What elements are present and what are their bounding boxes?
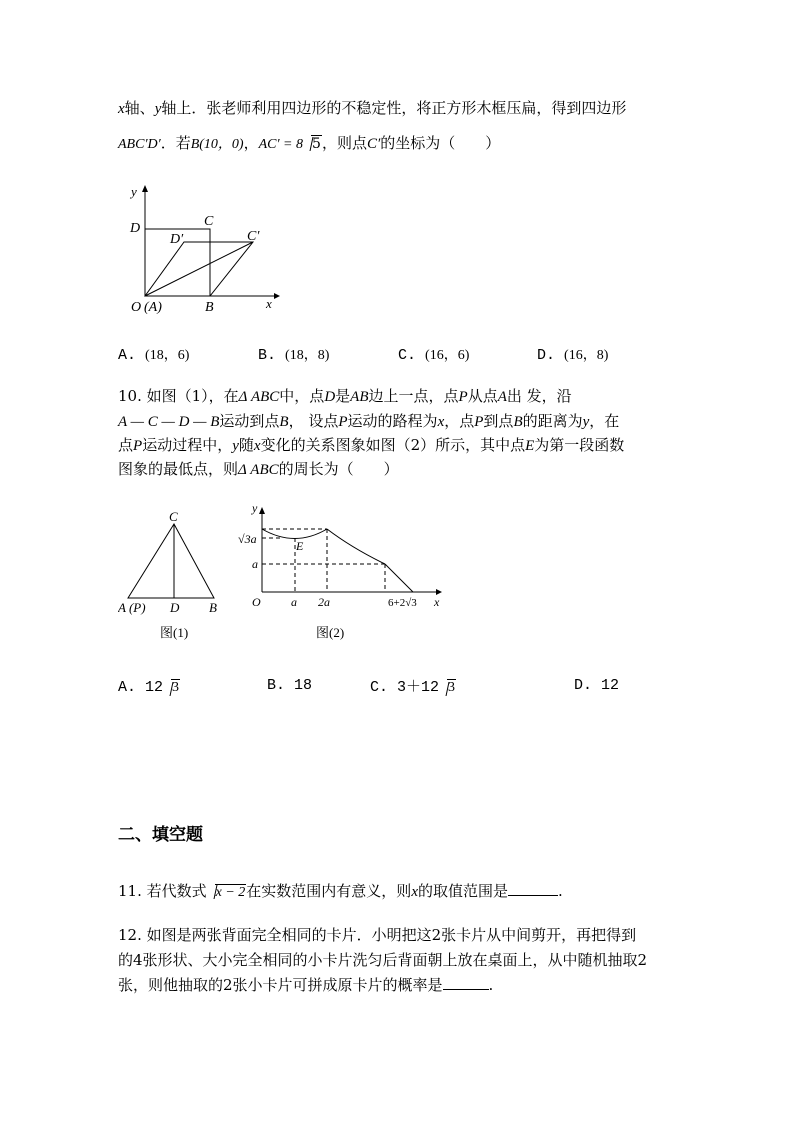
q10-figure-1 [118,505,228,615]
fig2-label-x: x [434,595,440,609]
q10-text: ，点 [444,412,475,430]
q10-text: 的距离为 [522,412,583,430]
q10-point-p: P [133,438,143,454]
q9-label-o: O [131,300,142,315]
q9-option-b[interactable] [258,346,329,366]
q9-label-c: C [204,214,214,229]
q10-triangle: Δ ABC [238,389,280,405]
q9-text: ．若 [160,134,191,152]
option-value: 12 [601,677,620,694]
q10-point-d: D [324,389,336,405]
option-value: (18，6) [145,348,190,363]
q10-ab: AB [350,389,369,405]
q9-sqrt-radicand: 5 [312,136,321,152]
q10-text: ，在 [589,412,620,430]
fig2-curve-2 [327,529,385,564]
q10-point-e: E [525,438,535,454]
q10-text: 10. 如图（1），在 [118,387,239,405]
fig2-curve-1 [262,529,327,539]
option-radicand: 3 [448,680,456,695]
option-letter: B. [258,347,277,364]
option-sqrt [163,678,180,698]
fig2-guides [262,529,385,592]
q9-line-2 [118,133,500,155]
q9-option-a[interactable] [118,346,189,366]
fig2-label-o: O [252,595,261,609]
q12-line-1: 12. 如图是两张背面完全相同的卡片．小明把这2张卡片从中间剪开，再把得到 [118,926,637,944]
q10-text: 运动过程中， [142,436,233,454]
option-value: (18，8) [285,348,330,363]
q10-line-4 [118,459,399,480]
fig1-label-d: D [170,600,180,615]
q9-label-x: x [266,296,272,311]
q10-text: 边上一点，点 [368,387,459,405]
q12-line-3 [118,974,493,995]
q11-var-x: x [411,884,418,900]
q9-x: x [118,101,125,117]
q9-cprime: C′ [366,136,381,152]
q10-text: 的周长为（ ） [278,460,399,478]
q10-text: 中，点 [279,387,325,405]
q9-text: 轴上．张老师利用四边形的不稳定性，将正方形木框压扁，得到四边形 [161,99,627,117]
triangle-abc [128,524,214,598]
q9-sqrt [303,133,322,154]
option-letter: A. [118,679,137,696]
fig1-caption: 图(1) [160,625,189,640]
q9-label-b: B [205,300,214,315]
q11-text: . [558,882,563,900]
option-letter: D. [537,347,556,364]
q10-var-y: y [232,438,239,454]
q10-point-p: P [458,389,468,405]
option-radicand: 3 [172,680,180,695]
option-sqrt [439,678,456,698]
fig2-label-2a: 2a [318,595,330,609]
q9-label-d: D [130,221,141,236]
q10-text: 为第一段函数 [534,436,625,454]
q12-answer-blank[interactable] [443,974,489,990]
q10-text: 运动到点 [219,412,280,430]
q9-label-y: y [131,184,137,199]
q10-text: 是 [335,387,351,405]
q9-point-b: B(10，0) [190,137,244,152]
q10-var-x: x [437,414,445,430]
q10-text: 变化的关系图象如图（2）所示，其中点 [260,436,526,454]
q9-line-1 [118,98,626,119]
q9-x-arrow [274,293,280,299]
q10-text: 点 [118,436,134,454]
q9-label-a: (A) [144,300,162,315]
fig1-label-ap: A (P) [118,600,146,615]
option-value: 18 [294,677,313,694]
q9-ac: AC′ = 8 [258,137,304,152]
q9-diagonal [145,242,253,296]
q11-line [118,880,563,903]
q10-point-b: B [279,414,289,430]
option-letter: B. [267,677,286,694]
q9-label-dprime: D′ [170,232,184,247]
fig2-label-a-x: a [291,595,297,609]
q11-answer-blank[interactable] [508,880,558,896]
q10-text: 运动的路程为 [347,412,438,430]
q9-option-c[interactable] [398,346,469,366]
q10-text: 出 发，沿 [506,387,572,405]
q9-text: ，则点 [321,134,367,152]
option-value: (16，8) [564,348,609,363]
q9-text: 的坐标为（ ） [380,134,501,152]
q9-quad: ABC′D′ [118,137,161,152]
option-value: (16，6) [425,348,470,363]
q12-line-2: 的4张形状、大小完全相同的小卡片洗匀后背面朝上放在桌面上，从中随机抽取2 [118,951,648,969]
q10-option-a[interactable] [118,678,180,698]
fig2-label-y: y [252,501,258,515]
fig2-label-sqrt3a: √3a [238,532,257,546]
q9-y: y [154,101,162,117]
q10-point-b: B [513,414,523,430]
q9-option-d[interactable] [537,346,608,366]
option-letter: A. [118,347,137,364]
fig2-segment-3 [385,564,413,592]
q10-option-d[interactable] [574,676,619,696]
q10-figure-2 [238,500,448,615]
q10-point-a: A [497,389,507,405]
option-value: 3＋12 [397,679,440,696]
fig2-label-e: E [296,539,304,553]
fig2-y-arrow [259,507,265,514]
q10-var-x: x [253,438,261,454]
q9-label-cprime: C′ [247,229,260,244]
q11-text: 11. 若代数式 [118,882,207,900]
q10-line-1 [118,386,572,407]
section-heading-fill-in: 二、填空题 [118,825,203,845]
q10-point-p: P [474,414,484,430]
fig2-caption: 图(2) [316,625,345,640]
q12-text: 张，则他抽取的2张小卡片可拼成原卡片的概率是 [118,976,443,994]
q9-figure [120,180,290,320]
fig1-label-c: C [169,509,178,524]
option-letter: C. [398,347,417,364]
q10-text: ， 设点 [288,412,339,430]
q10-text: 随 [238,436,254,454]
q9-text: 轴、 [124,99,155,117]
option-value: 12 [145,679,164,696]
q10-text: 从点 [467,387,498,405]
q9-text: ， [243,134,259,152]
q10-var-y: y [582,414,590,430]
q11-text: 的取值范围是 [417,882,508,900]
q10-option-b[interactable] [267,676,312,696]
q10-option-c[interactable] [370,678,456,698]
fig2-label-a-y: a [252,557,258,571]
q10-text: 图象的最低点，则 [118,460,239,478]
q12-text: . [488,976,494,994]
q10-point-p: P [338,414,348,430]
option-letter: C. [370,679,389,696]
fig1-label-b: B [209,600,217,615]
q9-y-arrow [142,185,148,192]
q10-path: A — C — D — B [118,414,220,430]
q11-radicand: x − 2 [215,885,246,900]
q10-text: 到点 [483,412,514,430]
q10-line-2 [118,411,619,432]
q11-sqrt [207,881,247,903]
q10-triangle: Δ ABC [238,462,279,478]
fig2-label-end: 6+2√3 [388,597,417,609]
option-letter: D. [574,677,593,694]
q11-text: 在实数范围内有意义，则 [246,882,412,900]
q10-line-3 [118,435,624,456]
